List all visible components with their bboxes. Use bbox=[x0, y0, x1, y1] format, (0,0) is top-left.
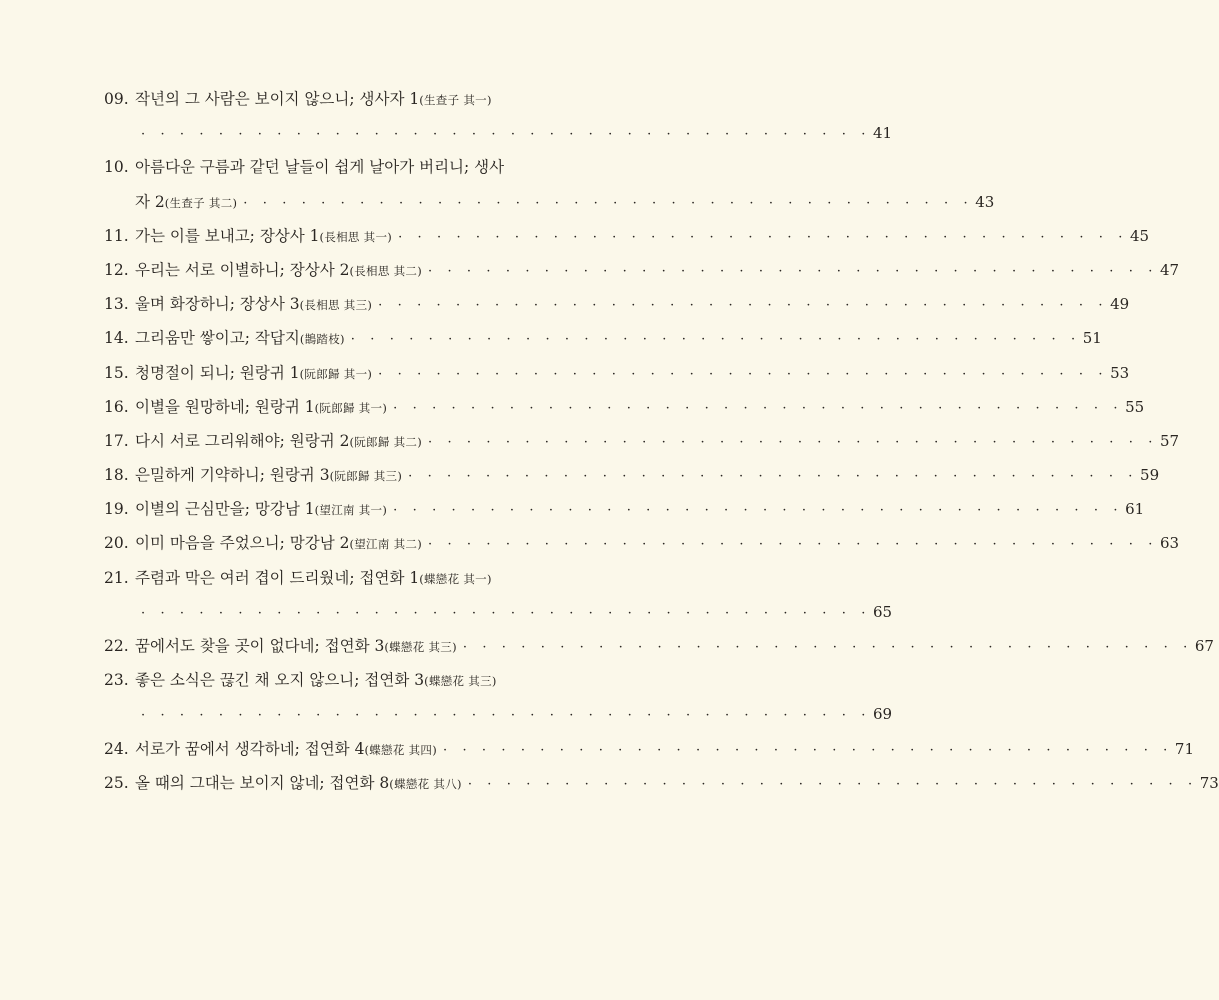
toc-entry bbox=[104, 732, 1195, 766]
toc-line bbox=[104, 356, 1130, 390]
toc-line bbox=[104, 116, 893, 150]
entry-title: 청명절이 되니; 원랑귀 1 bbox=[135, 363, 300, 382]
entry-hanja: (阮郎歸 其三) bbox=[329, 469, 403, 484]
page-number: 59 bbox=[1140, 466, 1160, 485]
leader-dots: · · · · · · · · · · · · · · · · · · · · · · · · · · · · · · · · · · · · · · bbox=[467, 776, 1198, 792]
entry-hanja: (蝶戀花 其三) bbox=[384, 640, 457, 654]
leader-dots: · · · · · · · · · · · · · · · · · · · · · · · · · · · · · · · · · · · · · · bbox=[141, 127, 871, 143]
entry-number: 23. bbox=[104, 671, 129, 690]
leader-dots: · · · · · · · · · · · · · · · · · · · · · · · · · · · · · · · · · · · · · · bbox=[428, 263, 1158, 279]
entry-number: 15. bbox=[104, 363, 129, 382]
toc-line bbox=[104, 458, 1160, 492]
entry-title: 울며 화장하니; 장상사 3 bbox=[135, 295, 300, 314]
toc-line bbox=[104, 424, 1180, 458]
toc-line bbox=[104, 629, 1214, 663]
page-number: 65 bbox=[872, 602, 893, 621]
entry-title: 가는 이를 보내고; 장상사 1 bbox=[135, 226, 320, 245]
toc-entry bbox=[104, 766, 1219, 800]
leader-dots: · · · · · · · · · · · · · · · · · · · · · · · · · · · · · · · · · · · · · · bbox=[408, 469, 1139, 485]
toc-line bbox=[104, 732, 1195, 766]
entry-hanja: (阮郎歸 其二) bbox=[349, 434, 422, 449]
page-number: 69 bbox=[872, 705, 893, 724]
entry-title: 꿈에서도 찾을 곳이 없다네; 접연화 3 bbox=[135, 637, 385, 655]
toc-line bbox=[104, 219, 1150, 253]
entry-number: 16. bbox=[104, 397, 129, 416]
entry-number: 13. bbox=[104, 295, 129, 314]
entry-hanja: (蝶戀花 其三) bbox=[424, 674, 497, 689]
page-number: 51 bbox=[1082, 329, 1102, 348]
entry-number: 24. bbox=[104, 739, 129, 758]
toc-line bbox=[104, 390, 1145, 424]
entry-hanja: (長相思 其三) bbox=[299, 298, 373, 313]
toc-line bbox=[104, 766, 1219, 800]
entry-title: 주렴과 막은 여러 겹이 드리웠네; 접연화 1 bbox=[135, 568, 420, 587]
page-number: 63 bbox=[1159, 534, 1180, 553]
toc-line bbox=[104, 526, 1180, 560]
entry-number: 18. bbox=[104, 466, 129, 485]
page-number: 67 bbox=[1194, 637, 1214, 655]
toc-line bbox=[104, 492, 1145, 526]
toc-line bbox=[104, 595, 893, 629]
entry-hanja: (望江南 其一) bbox=[314, 503, 388, 518]
toc-entry bbox=[104, 287, 1130, 321]
page-number: 55 bbox=[1125, 397, 1145, 416]
toc-entry bbox=[104, 82, 893, 150]
leader-dots: · · · · · · · · · · · · · · · · · · · · · · · · · · · · · · · · · · · · · · bbox=[462, 640, 1193, 655]
entry-title: 아름다운 구름과 같던 날들이 쉽게 날아가 버리니; 생사 bbox=[135, 158, 505, 177]
entry-title: 서로가 꿈에서 생각하네; 접연화 4 bbox=[135, 739, 365, 758]
entry-number: 20. bbox=[104, 534, 129, 553]
toc-line bbox=[104, 82, 542, 116]
leader-dots: · · · · · · · · · · · · · · · · · · · · · · · · · · · · · · · · · · · · · · bbox=[428, 537, 1158, 553]
leader-dots: · · · · · · · · · · · · · · · · · · · · · · · · · · · · · · · · · · · · · · bbox=[393, 400, 1124, 416]
toc-entry bbox=[104, 629, 1214, 663]
page-number: 45 bbox=[1130, 226, 1150, 245]
leader-dots: · · · · · · · · · · · · · · · · · · · · · · · · · · · · · · · · · · · · · · bbox=[428, 434, 1158, 450]
entry-hanja: (蝶戀花 其八) bbox=[389, 776, 462, 791]
entry-title: 이별의 근심만을; 망강남 1 bbox=[135, 500, 315, 519]
table-of-contents bbox=[104, 82, 1219, 800]
toc-line bbox=[104, 150, 542, 184]
toc-line bbox=[104, 663, 542, 697]
entry-hanja: (生查子 其二) bbox=[164, 195, 238, 210]
page-number: 41 bbox=[872, 124, 893, 143]
toc-line bbox=[104, 321, 1102, 355]
toc-entry bbox=[104, 390, 1145, 424]
entry-number: 11. bbox=[104, 226, 129, 245]
leader-dots: · · · · · · · · · · · · · · · · · · · · · · · · · · · · · · · · · · · · · · bbox=[378, 366, 1109, 382]
leader-dots: · · · · · · · · · · · · · · · · · · · · · · · · · · · · · · · · · · · · · · bbox=[141, 708, 871, 724]
page-number: 57 bbox=[1159, 431, 1180, 450]
page-number: 73 bbox=[1199, 773, 1219, 792]
toc-entry bbox=[104, 561, 893, 629]
entry-number: 10. bbox=[104, 158, 129, 177]
entry-title: 우리는 서로 이별하니; 장상사 2 bbox=[135, 260, 350, 279]
leader-dots: · · · · · · · · · · · · · · · · · · · · · · · · · · · · · · · · · · · · · · bbox=[442, 742, 1173, 758]
page-number: 43 bbox=[975, 192, 995, 211]
page-number: 49 bbox=[1110, 295, 1130, 314]
leader-dots: · · · · · · · · · · · · · · · · · · · · · · · · · · · · · · · · · · · · · · bbox=[141, 605, 871, 621]
entry-title: 좋은 소식은 끊긴 채 오지 않으니; 접연화 3 bbox=[135, 671, 425, 690]
toc-entry bbox=[104, 321, 1102, 355]
toc-line bbox=[104, 561, 542, 595]
entry-hanja: (阮郎歸 其一) bbox=[314, 400, 388, 415]
entry-hanja: (望江南 其二) bbox=[349, 537, 422, 552]
entry-hanja: (長相思 其一) bbox=[319, 229, 393, 244]
entry-title-continued: 자 2 bbox=[135, 192, 165, 211]
leader-dots: · · · · · · · · · · · · · · · · · · · · · · · · · · · · · · · · · · · · · · bbox=[350, 332, 1081, 348]
leader-dots: · · · · · · · · · · · · · · · · · · · · · · · · · · · · · · · · · · · · · · bbox=[393, 503, 1124, 519]
toc-entry bbox=[104, 526, 1180, 560]
entry-number: 09. bbox=[104, 90, 129, 108]
toc-line bbox=[104, 185, 995, 219]
toc-entry bbox=[104, 253, 1180, 287]
page-number: 61 bbox=[1125, 500, 1145, 519]
toc-entry bbox=[104, 458, 1160, 492]
entry-hanja: (鵲踏枝) bbox=[299, 332, 345, 347]
entry-number: 14. bbox=[104, 329, 129, 348]
entry-title: 다시 서로 그리워해야; 원랑귀 2 bbox=[135, 431, 350, 450]
entry-number: 19. bbox=[104, 500, 129, 519]
entry-title: 은밀하게 기약하니; 원랑귀 3 bbox=[135, 466, 330, 485]
entry-title: 이미 마음을 주었으니; 망강남 2 bbox=[135, 534, 350, 553]
toc-entry bbox=[104, 150, 995, 218]
page-number: 47 bbox=[1159, 260, 1180, 279]
entry-title: 작년의 그 사람은 보이지 않으니; 생사자 1 bbox=[135, 90, 420, 108]
page-number: 53 bbox=[1110, 363, 1130, 382]
toc-line bbox=[104, 697, 893, 731]
leader-dots: · · · · · · · · · · · · · · · · · · · · · · · · · · · · · · · · · · · · · · bbox=[243, 195, 974, 211]
toc-entry bbox=[104, 492, 1145, 526]
entry-hanja: (生查子 其一) bbox=[419, 93, 492, 107]
toc-entry bbox=[104, 219, 1150, 253]
entry-number: 25. bbox=[104, 773, 129, 792]
entry-number: 22. bbox=[104, 637, 129, 655]
entry-hanja: (蝶戀花 其一) bbox=[419, 571, 492, 586]
entry-number: 17. bbox=[104, 431, 129, 450]
leader-dots: · · · · · · · · · · · · · · · · · · · · · · · · · · · · · · · · · · · · · · bbox=[378, 298, 1109, 314]
toc-entry bbox=[104, 424, 1180, 458]
toc-entry bbox=[104, 356, 1130, 390]
entry-hanja: (長相思 其二) bbox=[349, 263, 422, 278]
entry-title: 올 때의 그대는 보이지 않네; 접연화 8 bbox=[135, 773, 390, 792]
page-number: 71 bbox=[1174, 739, 1195, 758]
toc-line bbox=[104, 287, 1130, 321]
toc-line bbox=[104, 253, 1180, 287]
entry-title: 그리움만 쌓이고; 작답지 bbox=[135, 329, 300, 348]
leader-dots: · · · · · · · · · · · · · · · · · · · · · · · · · · · · · · · · · · · · · · bbox=[398, 229, 1128, 245]
entry-hanja: (蝶戀花 其四) bbox=[364, 742, 437, 757]
entry-number: 21. bbox=[104, 568, 129, 587]
entry-number: 12. bbox=[104, 260, 129, 279]
entry-hanja: (阮郎歸 其一) bbox=[299, 366, 373, 381]
entry-title: 이별을 원망하네; 원랑귀 1 bbox=[135, 397, 315, 416]
toc-entry bbox=[104, 663, 893, 731]
